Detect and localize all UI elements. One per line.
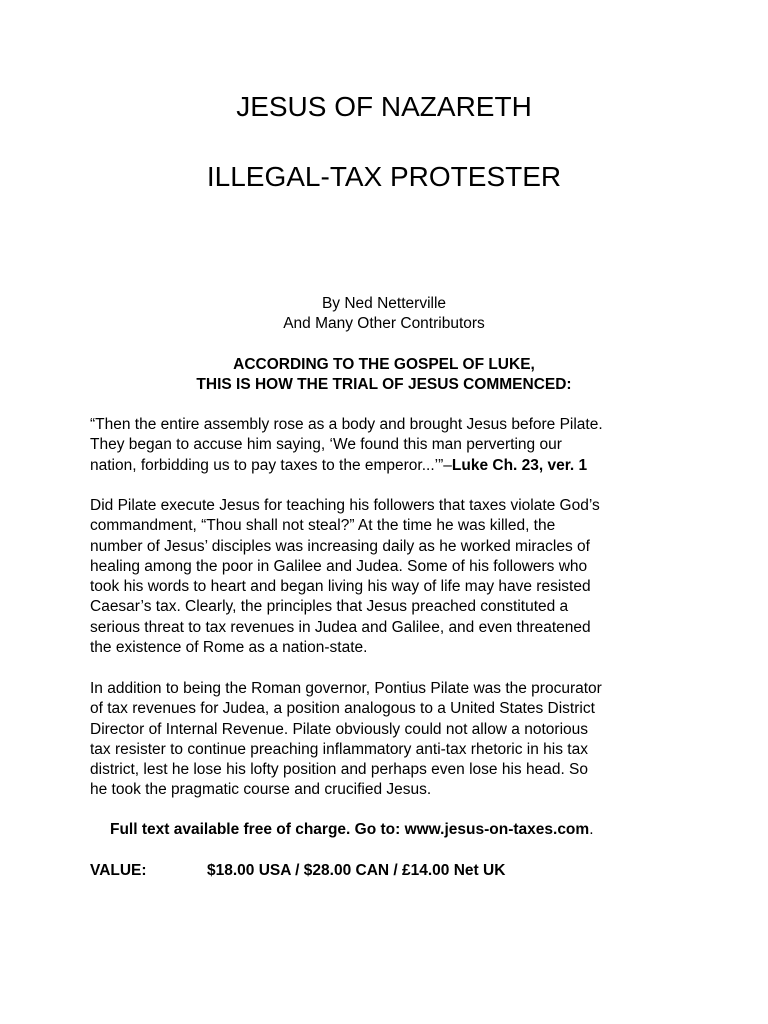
paragraph-line: the existence of Rome as a nation-state. bbox=[90, 639, 368, 657]
full-text-link-line: Full text available free of charge. Go to: www.jesus-on-taxes.com bbox=[110, 821, 590, 838]
paragraph-line: Caesar’s tax. Clearly, the principles that Jesus preached constituted a bbox=[90, 598, 569, 616]
paragraph-line: healing among the poor in Galilee and Judea. Some of his followers who bbox=[90, 557, 588, 575]
price-values: $18.00 USA / $28.00 CAN / £14.00 Net UK bbox=[207, 862, 506, 879]
paragraph-line: tax resister to continue preaching inflammatory anti-tax rhetoric in his tax bbox=[90, 740, 588, 758]
full-text-period: . bbox=[589, 821, 594, 838]
paragraph-line: number of Jesus’ disciples was increasing daily as he worked miracles of bbox=[90, 537, 590, 555]
quote-line: “Then the entire assembly rose as a body and brought Jesus before Pilate. bbox=[90, 416, 603, 433]
full-text-notice bbox=[110, 820, 594, 840]
paragraph-line: he took the pragmatic course and crucified Jesus. bbox=[90, 781, 432, 799]
contributors-line: And Many Other Contributors bbox=[283, 315, 485, 332]
quote-citation: Luke Ch. 23, ver. 1 bbox=[451, 456, 588, 474]
paragraph-line: serious threat to tax revenues in Judea and Galilee, and even threatened bbox=[90, 618, 591, 636]
section-heading-line-1: ACCORDING TO THE GOSPEL OF LUKE, bbox=[233, 356, 535, 373]
quote-line-last bbox=[90, 456, 690, 476]
scripture-quote bbox=[90, 415, 690, 476]
quote-line-text: nation, forbidding us to pay taxes to the emperor...’”– bbox=[90, 456, 452, 474]
author-line: By Ned Netterville bbox=[321, 295, 447, 312]
body-paragraph-2 bbox=[90, 496, 690, 658]
paragraph-line: Did Pilate execute Jesus for teaching his followers that taxes violate God’s bbox=[90, 497, 600, 514]
price-label: VALUE: bbox=[90, 862, 147, 879]
paragraph-line: district, lest he lose his lofty position and perhaps even lose his head. So bbox=[90, 761, 589, 779]
paragraph-line: of tax revenues for Judea, a position analogous to a United States District bbox=[90, 700, 595, 718]
paragraph-line: commandment, “Thou shall not steal?” At the time he was killed, the bbox=[90, 517, 556, 535]
paragraph-line: In addition to being the Roman governor, Pontius Pilate was the procurator bbox=[90, 680, 602, 697]
paragraph-line: Director of Internal Revenue. Pilate obviously could not allow a notorious bbox=[90, 720, 588, 738]
paragraph-line: took his words to heart and began living his way of life may have resisted bbox=[90, 578, 591, 596]
body-paragraph-3 bbox=[90, 679, 690, 801]
quote-line: They began to accuse him saying, ‘We found this man perverting our bbox=[90, 436, 562, 454]
document-subtitle: ILLEGAL-TAX PROTESTER bbox=[206, 161, 562, 192]
price-row bbox=[90, 861, 505, 881]
section-heading-line-2: THIS IS HOW THE TRIAL OF JESUS COMMENCED: bbox=[196, 376, 572, 393]
document-title: JESUS OF NAZARETH bbox=[236, 91, 532, 122]
